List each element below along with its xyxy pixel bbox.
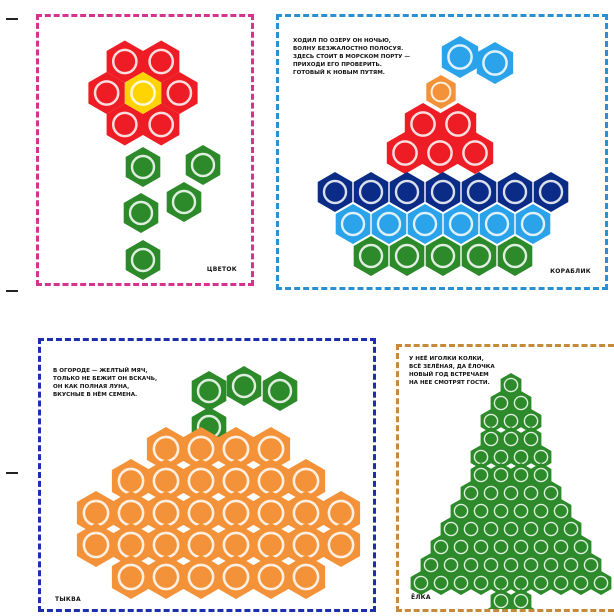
card-pumpkin: [38, 338, 376, 612]
card-title: ТЫКВА: [55, 596, 81, 603]
hexagon-tile: [426, 75, 455, 109]
hexagon-tile: [354, 172, 389, 212]
hexagon-tile: [263, 371, 298, 411]
card-title: КОРАБЛИК: [550, 268, 591, 275]
hexagon-tile: [534, 172, 569, 212]
hexagon-tile: [516, 204, 551, 244]
hexagon-tile: [182, 555, 220, 599]
hexagon-tile: [372, 204, 407, 244]
hexagon-tile: [354, 236, 389, 276]
hexagon-tile: [322, 523, 360, 567]
hexagon-tile: [287, 555, 325, 599]
card-tree: [396, 344, 614, 612]
hexagon-tile: [480, 204, 515, 244]
card-poem: У НЕЁ ИГОЛКИ КОЛКИ, ВСЁ ЗЕЛЁНАЯ, ДА ЁЛОЧКА НОВЫЙ ГОД ВСТРЕЧАЕМ НА НЕЕ СМОТРЯТ ГОСТИ.: [409, 356, 495, 386]
hexagon-tile: [147, 555, 185, 599]
hexagon-tile: [126, 147, 161, 187]
hexagon-tile: [462, 172, 497, 212]
scan-edge-mark: [6, 472, 18, 474]
hexagon-tile: [217, 555, 255, 599]
hexagon-tile: [408, 204, 443, 244]
hexagon-tile: [318, 172, 353, 212]
hexagon-tile: [77, 523, 115, 567]
card-poem: В ОГОРОДЕ — ЖЕЛТЫЙ МЯЧ, ТОЛЬКО НЕ БЕЖИТ ОН ВСКАЧЬ, ОН КАК ПОЛНАЯ ЛУНА, ВКУСНЫЕ В НЁМ СЕМЕНА.: [53, 368, 158, 398]
card-title: ЦВЕТОК: [206, 266, 237, 273]
scan-edge-mark: [6, 18, 18, 20]
hexagon-tile: [442, 36, 478, 78]
hexagon-tile: [498, 172, 533, 212]
hexagon-tile: [390, 236, 425, 276]
card-title: ЁЛКА: [411, 594, 431, 601]
hexagon-tile: [511, 589, 532, 609]
hexagon-tile: [124, 193, 159, 233]
flower-mosaic: [39, 17, 251, 283]
hexagon-tile: [498, 236, 533, 276]
hexagon-tile: [444, 204, 479, 244]
hexagon-tile: [336, 204, 371, 244]
card-boat: [276, 14, 608, 290]
hexagon-tile: [227, 366, 262, 406]
hexagon-tile: [167, 182, 202, 222]
hexagon-tile: [252, 555, 290, 599]
hexagon-tile: [426, 236, 461, 276]
scan-edge-mark: [6, 290, 18, 292]
hexagon-tile: [390, 172, 425, 212]
hexagon-tile: [192, 371, 227, 411]
hexagon-tile: [186, 145, 221, 185]
hexagon-tile: [126, 240, 161, 280]
hexagon-tile: [112, 555, 150, 599]
hexagon-tile: [477, 42, 513, 84]
card-flower: [36, 14, 254, 286]
hexagon-tile: [462, 236, 497, 276]
hexagon-tile: [491, 589, 512, 609]
card-poem: ХОДИЛ ПО ОЗЕРУ ОН НОЧЬЮ, ВОЛНУ БЕЗЖАЛОСТНО ПОЛОСУЯ. ЗДЕСЬ СТОИТ В МОРСКОМ ПОРТУ — ПРИХОДИ ЕГО ПРОВЕРИТЬ. ГОТОВЫЙ К НОВЫМ ПУТЯМ.: [293, 38, 410, 76]
hexagon-tile: [426, 172, 461, 212]
